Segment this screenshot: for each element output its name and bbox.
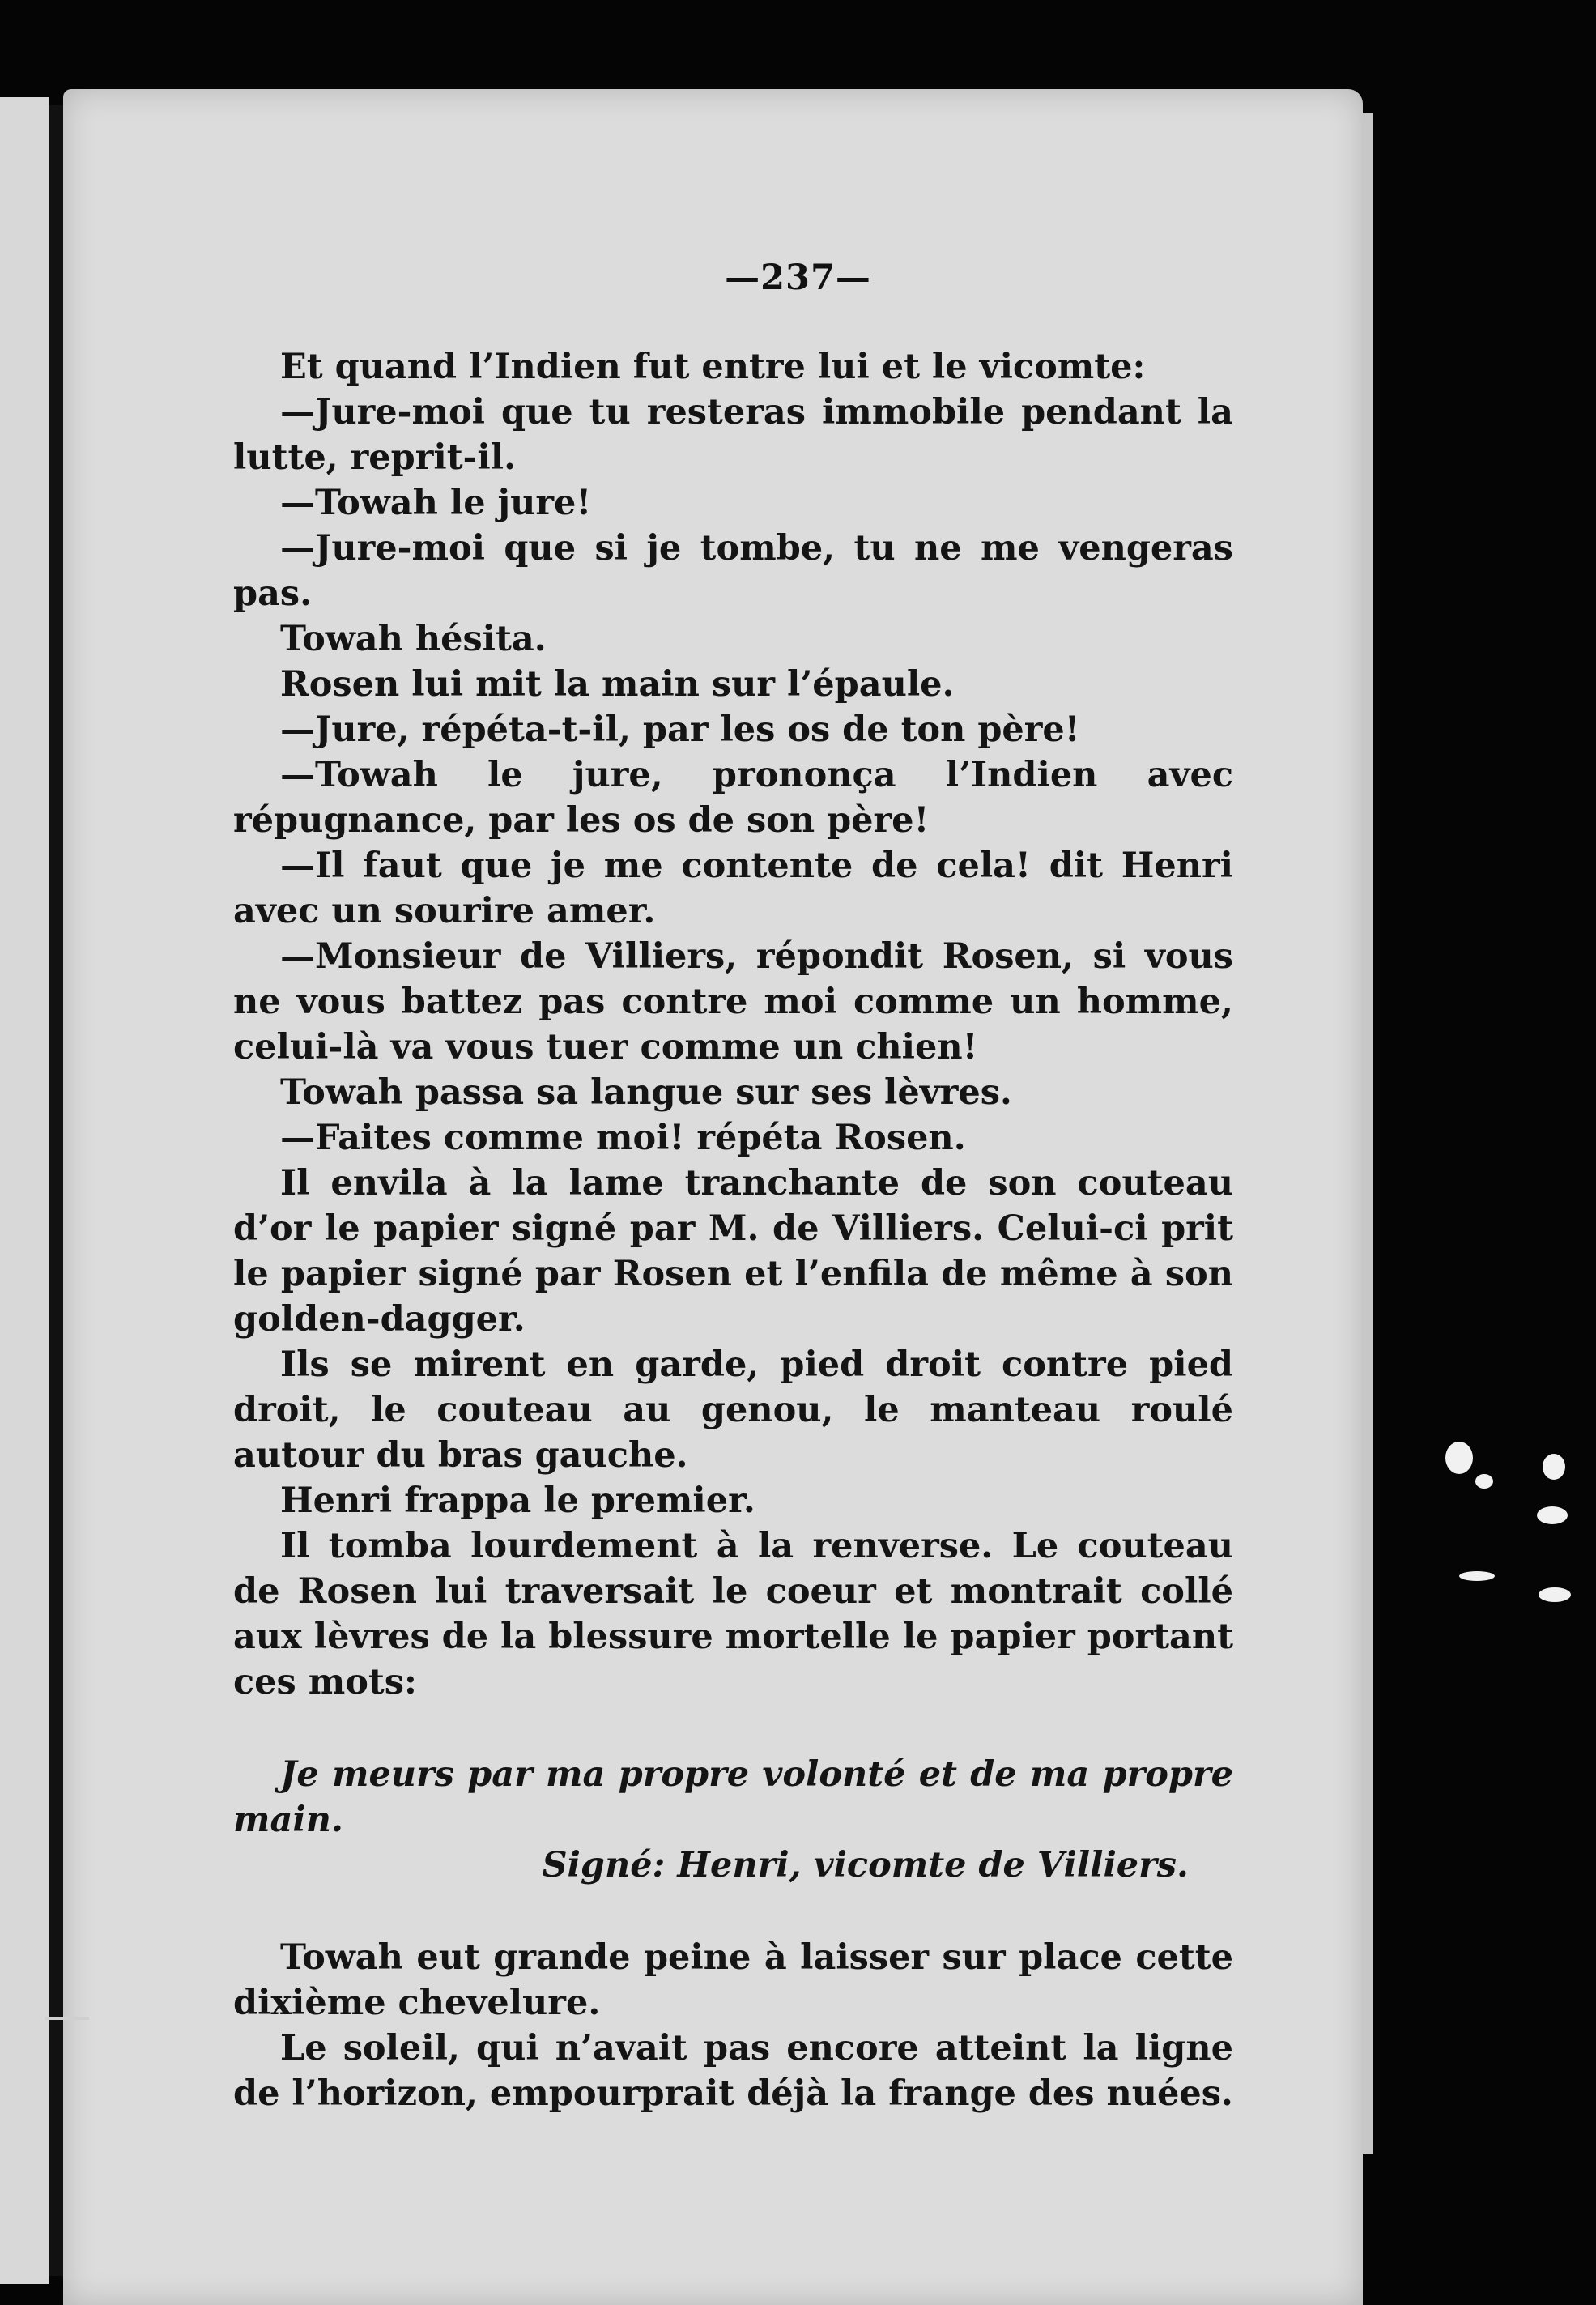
paragraph: —Monsieur de Villiers, répondit Rosen, si vous ne vous battez pas contre moi comme un homme, celui-là va vous tuer comme un chien!	[233, 936, 1233, 1067]
page-fold	[1362, 113, 1373, 2154]
paper-damage-speck	[1537, 1506, 1568, 1524]
paragraph: —Towah le jure, prononça l’Indien avec répugnance, par les os de son père!	[233, 755, 1233, 841]
note-signature: Signé: Henri, vicomte de Villiers.	[542, 1845, 1189, 1885]
paper-damage-speck	[1475, 1474, 1493, 1489]
paragraph: —Jure-moi que si je tombe, tu ne me vengeras pas.	[233, 528, 1233, 614]
quoted-note: Je meurs par ma propre volonté et de ma propre main.	[233, 1754, 1233, 1840]
paragraph: Il envila à la lame tranchante de son couteau d’or le papier signé par M. de Villiers. Celui-ci prit le papier signé par Rosen et l’enfila de même à son golden-dagger.	[233, 1163, 1233, 1340]
paragraph: Il tomba lourdement à la renverse. Le couteau de Rosen lui traversait le coeur et montrait collé aux lèvres de la blessure mortelle le papier portant ces mots:	[233, 1526, 1233, 1702]
paragraph: —Jure, répéta-t-il, par les os de ton père!	[280, 709, 1080, 750]
paragraph: Towah passa sa langue sur ses lèvres.	[280, 1072, 1012, 1113]
paragraph: Henri frappa le premier.	[280, 1481, 755, 1521]
page-number: —237—	[725, 258, 871, 298]
paragraph: Rosen lui mit la main sur l’épaule.	[280, 664, 955, 705]
paragraph: Towah eut grande peine à laisser sur place cette dixième chevelure.	[233, 1937, 1233, 2023]
page-body	[233, 344, 1233, 2116]
paragraph: Et quand l’Indien fut entre lui et le vicomte:	[280, 347, 1146, 387]
paragraph: Ils se mirent en garde, pied droit contre pied droit, le couteau au genou, le manteau roulé autour du bras gauche.	[233, 1344, 1233, 1476]
paper-damage-speck	[1445, 1442, 1473, 1474]
adjacent-page-edge	[0, 97, 49, 2284]
paper-damage-speck	[1539, 1587, 1571, 1602]
paper-damage-speck	[1459, 1571, 1495, 1581]
paragraph: —Jure-moi que tu resteras immobile pendant la lutte, reprit-il.	[233, 392, 1233, 478]
paper-damage-speck	[1543, 1454, 1565, 1480]
paragraph: —Faites comme moi! répéta Rosen.	[280, 1118, 966, 1158]
paragraph: —Il faut que je me contente de cela! dit Henri avec un sourire amer.	[233, 846, 1233, 931]
paragraph: —Towah le jure!	[280, 483, 592, 523]
scan-mark	[45, 2017, 89, 2020]
paragraph: Le soleil, qui n’avait pas encore atteint la ligne de l’horizon, empourprait déjà la frange des nuées.	[233, 2028, 1233, 2114]
paragraph: Towah hésita.	[280, 619, 547, 659]
